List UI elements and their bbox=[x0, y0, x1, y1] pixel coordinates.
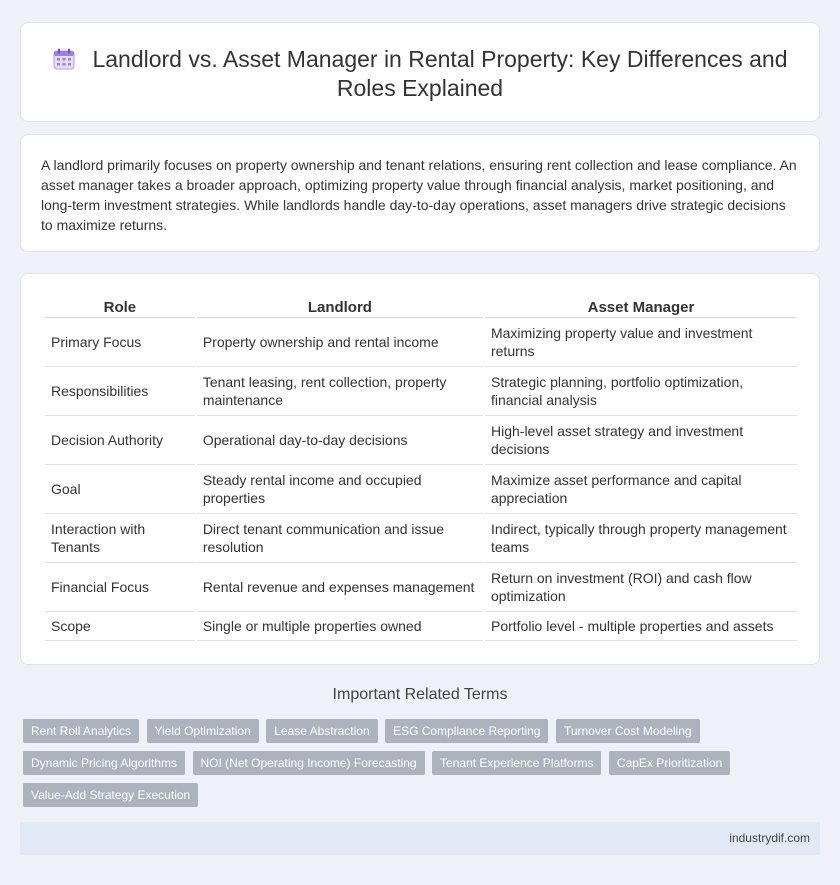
comparison-table bbox=[43, 296, 799, 641]
landlord-cell: Single or multiple properties owned bbox=[197, 612, 483, 641]
asset-manager-cell: Portfolio level - multiple properties and assets bbox=[485, 612, 797, 641]
term-tag[interactable]: ESG Compliance Reporting bbox=[385, 719, 548, 743]
header-role: Role bbox=[45, 296, 195, 318]
term-tag[interactable]: CapEx Prioritization bbox=[609, 751, 730, 775]
intro-paragraph: A landlord primarily focuses on property ownership and tenant relations, ensuring rent collection and lease compliance. An asset manager takes a broader approach, optimizing property value through financial analysis, market positioning, and long-term investment strategies. While landlords handle day-to-day operations, asset managers drive strategic decisions to maximize returns. bbox=[41, 157, 797, 233]
asset-manager-cell: High-level asset strategy and investment decisions bbox=[485, 416, 797, 465]
term-tag[interactable]: Rent Roll Analytics bbox=[23, 719, 139, 743]
term-tag[interactable]: Yield Optimization bbox=[147, 719, 259, 743]
related-terms-tags bbox=[23, 719, 813, 815]
row-label: Primary Focus bbox=[45, 318, 195, 367]
footer-site[interactable]: industrydif.com bbox=[729, 831, 810, 845]
row-label: Interaction with Tenants bbox=[45, 514, 195, 563]
table-row bbox=[45, 612, 797, 641]
term-tag[interactable]: Turnover Cost Modeling bbox=[556, 719, 700, 743]
row-label: Goal bbox=[45, 465, 195, 514]
landlord-cell: Direct tenant communication and issue resolution bbox=[197, 514, 483, 563]
row-label: Decision Authority bbox=[45, 416, 195, 465]
asset-manager-cell: Maximize asset performance and capital appreciation bbox=[485, 465, 797, 514]
landlord-cell: Property ownership and rental income bbox=[197, 318, 483, 367]
calendar-icon bbox=[52, 47, 76, 71]
table-row bbox=[45, 563, 797, 612]
term-tag[interactable]: Lease Abstraction bbox=[266, 719, 377, 743]
intro-card bbox=[20, 134, 820, 252]
landlord-cell: Tenant leasing, rent collection, property maintenance bbox=[197, 367, 483, 416]
footer bbox=[20, 822, 820, 855]
asset-manager-cell: Return on investment (ROI) and cash flow optimization bbox=[485, 563, 797, 612]
row-label: Responsibilities bbox=[45, 367, 195, 416]
header-landlord: Landlord bbox=[197, 296, 483, 318]
table-row bbox=[45, 465, 797, 514]
asset-manager-cell: Maximizing property value and investment returns bbox=[485, 318, 797, 367]
term-tag[interactable]: Value-Add Strategy Execution bbox=[23, 783, 198, 807]
table-row bbox=[45, 514, 797, 563]
landlord-cell: Steady rental income and occupied properties bbox=[197, 465, 483, 514]
asset-manager-cell: Indirect, typically through property management teams bbox=[485, 514, 797, 563]
table-header-row bbox=[45, 296, 797, 318]
term-tag[interactable]: Tenant Experience Platforms bbox=[432, 751, 601, 775]
row-label: Financial Focus bbox=[45, 563, 195, 612]
landlord-cell: Rental revenue and expenses management bbox=[197, 563, 483, 612]
header-asset-manager: Asset Manager bbox=[485, 296, 797, 318]
related-terms-heading: Important Related Terms bbox=[332, 686, 508, 703]
table-row bbox=[45, 416, 797, 465]
term-tag[interactable]: Dynamic Pricing Algorithms bbox=[23, 751, 185, 775]
title-card bbox=[20, 22, 820, 122]
page-title: Landlord vs. Asset Manager in Rental Property: Key Differences and Roles Explained bbox=[92, 46, 788, 101]
table-row bbox=[45, 318, 797, 367]
term-tag[interactable]: NOI (Net Operating Income) Forecasting bbox=[193, 751, 425, 775]
landlord-cell: Operational day-to-day decisions bbox=[197, 416, 483, 465]
page-title-wrap bbox=[21, 45, 819, 103]
row-label: Scope bbox=[45, 612, 195, 641]
table-row bbox=[45, 367, 797, 416]
asset-manager-cell: Strategic planning, portfolio optimization, financial analysis bbox=[485, 367, 797, 416]
comparison-card bbox=[20, 273, 820, 665]
